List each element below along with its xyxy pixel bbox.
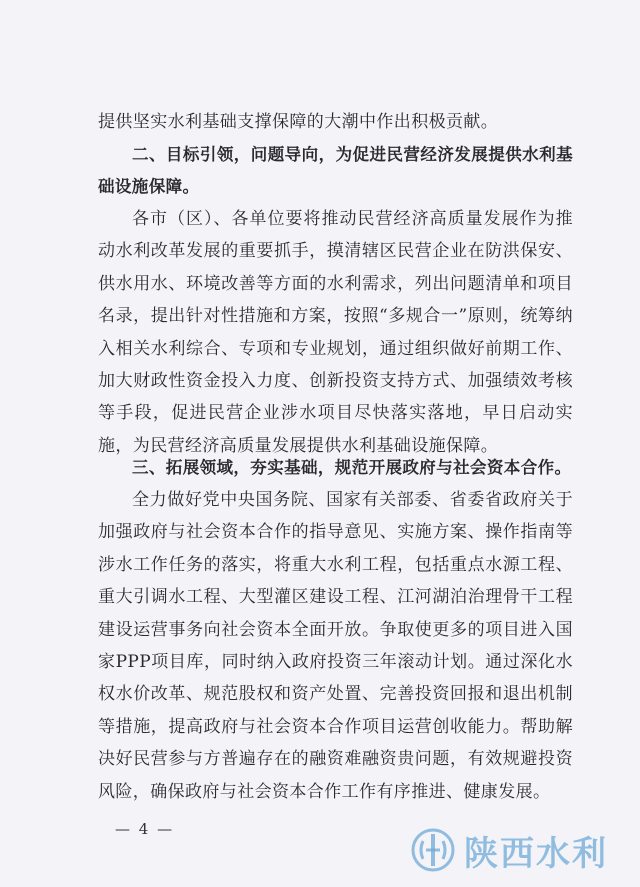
watermark	[410, 820, 635, 880]
paragraph-3: 全力做好党中央国务院、国家有关部委、省委省政府关于加强政府与社会资本合作的指导意见、实施方案、操作指南等涉水工作任务的落实，将重大水利工程，包括重点水源工程、重大引调水工程、大型灌区建设工程、江河湖泊治理骨干工程建设运营事务向社会资本全面开放。争取使更多的项目进入国家PPP项目库，同时纳入政府投资三年滚动计划。通过深化水权水价改革、规范股权和资产处置、完善投资回报和退出机制等措施，提高政府与社会资本合作项目运营创收能力。帮助解决好民营参与方普遍存在的融资难融资贵问题，有效规避投资风险，确保政府与社会资本合作工作有序推进、健康发展。	[98, 490, 573, 802]
paragraph-2: 各市（区）、各单位要将推动民营经济高质量发展作为推动水利改革发展的重要抓手，摸清辖区民营企业在防洪保安、供水用水、环境改善等方面的水利需求，列出问题清单和项目名录，提出针对性措施和方案，按照“多规合一”原则，统筹纳入相关水利综合、专项和专业规划，通过组织做好前期工作、加大财政性资金投入力度、创新投资支持方式、加强绩效考核等手段，促进民营企业涉水项目尽快落实落地，早日启动实施，为民营经济高质量发展提供水利基础设施保障。	[98, 209, 573, 456]
watermark-text: 陕西水利	[464, 833, 608, 874]
paragraph-1: 提供坚实水利基础支撑保障的大潮中作出积极贡献。	[98, 112, 499, 132]
section-heading-2: 二、目标引领，问题导向，为促进民营经济发展提供水利基础设施保障。	[98, 145, 573, 197]
page-number: — 4 —	[115, 820, 175, 838]
section-heading-3: 三、拓展领域，夯实基础，规范开展政府与社会资本合作。	[132, 458, 572, 477]
water-drop-logo-icon	[410, 827, 456, 873]
